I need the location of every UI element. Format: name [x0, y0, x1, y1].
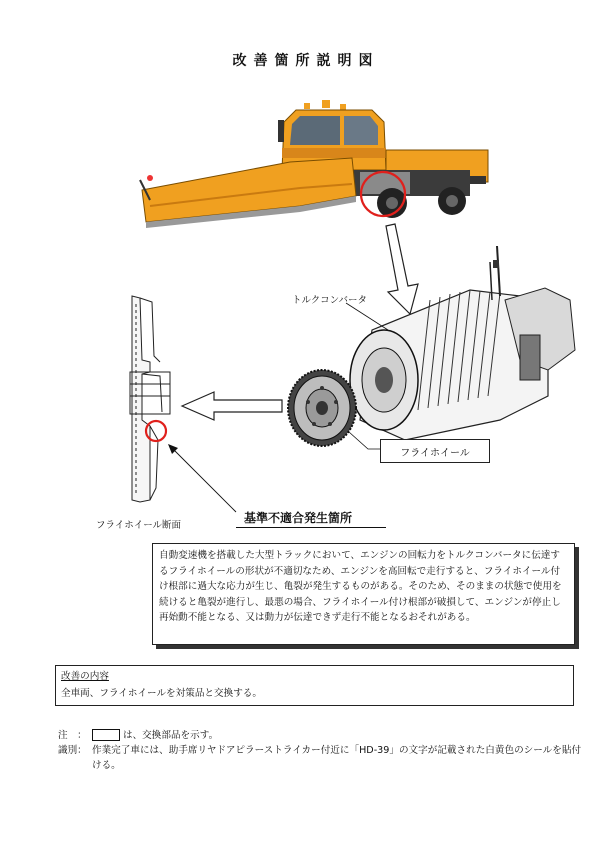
defect-pointer-line — [172, 448, 236, 512]
arrow-down — [386, 224, 418, 314]
note-content — [92, 728, 218, 743]
description-box: 自動変速機を搭載した大型トラックにおいて、エンジンの回転力をトルクコンバータに伝達するフライホイールの形状が不適切なため、エンジンを高回転で走行すると、フライホイール付け根部に過大な応力が生じ、亀裂が発生するものがある。そのため、そのままの状態で使用を続けると亀裂が進行し、最悪の場合、フライホイール付け根部が破損して、エンジンが停止し再始動不能となる、又は動力が伝達できず走行不能となるおそれがある。 — [152, 543, 575, 645]
notes-section — [58, 728, 588, 773]
defect-location-label: 基準不適合発生箇所 — [244, 511, 353, 525]
arrow-left — [182, 392, 282, 420]
torque-converter-label: トルクコンバータ — [292, 295, 367, 306]
identification-row — [58, 743, 588, 773]
flywheel-section-drawing — [130, 296, 170, 502]
replacement-part-legend-box — [92, 729, 120, 741]
note-label: 注 ： — [58, 730, 87, 741]
flywheel-section-label: フライホイール断面 — [96, 520, 182, 531]
flywheel-leader-line — [349, 432, 380, 449]
flywheel-image — [288, 370, 356, 446]
note-row — [58, 728, 588, 743]
improvement-heading: 改善の内容 — [61, 671, 109, 682]
transmission-image — [350, 246, 575, 440]
improvement-box — [55, 665, 574, 706]
page-title: 改善箇所説明図 — [232, 53, 380, 69]
note-text: は、交換部品を示す。 — [123, 730, 219, 741]
snow-plow-truck-image — [140, 100, 488, 228]
identification-label: 識別： — [58, 745, 87, 756]
improvement-text: 全車両、フライホイールを対策品と交換する。 — [61, 688, 262, 699]
identification-text: 作業完了車には、助手席リヤドアピラーストライカー付近に「HD-39」の文字が記載された白黄色のシールを貼付ける。 — [92, 745, 582, 771]
defect-location-underline — [236, 527, 386, 528]
torque-converter-leader-line — [346, 303, 388, 330]
flywheel-label-box: フライホイール — [380, 439, 490, 463]
